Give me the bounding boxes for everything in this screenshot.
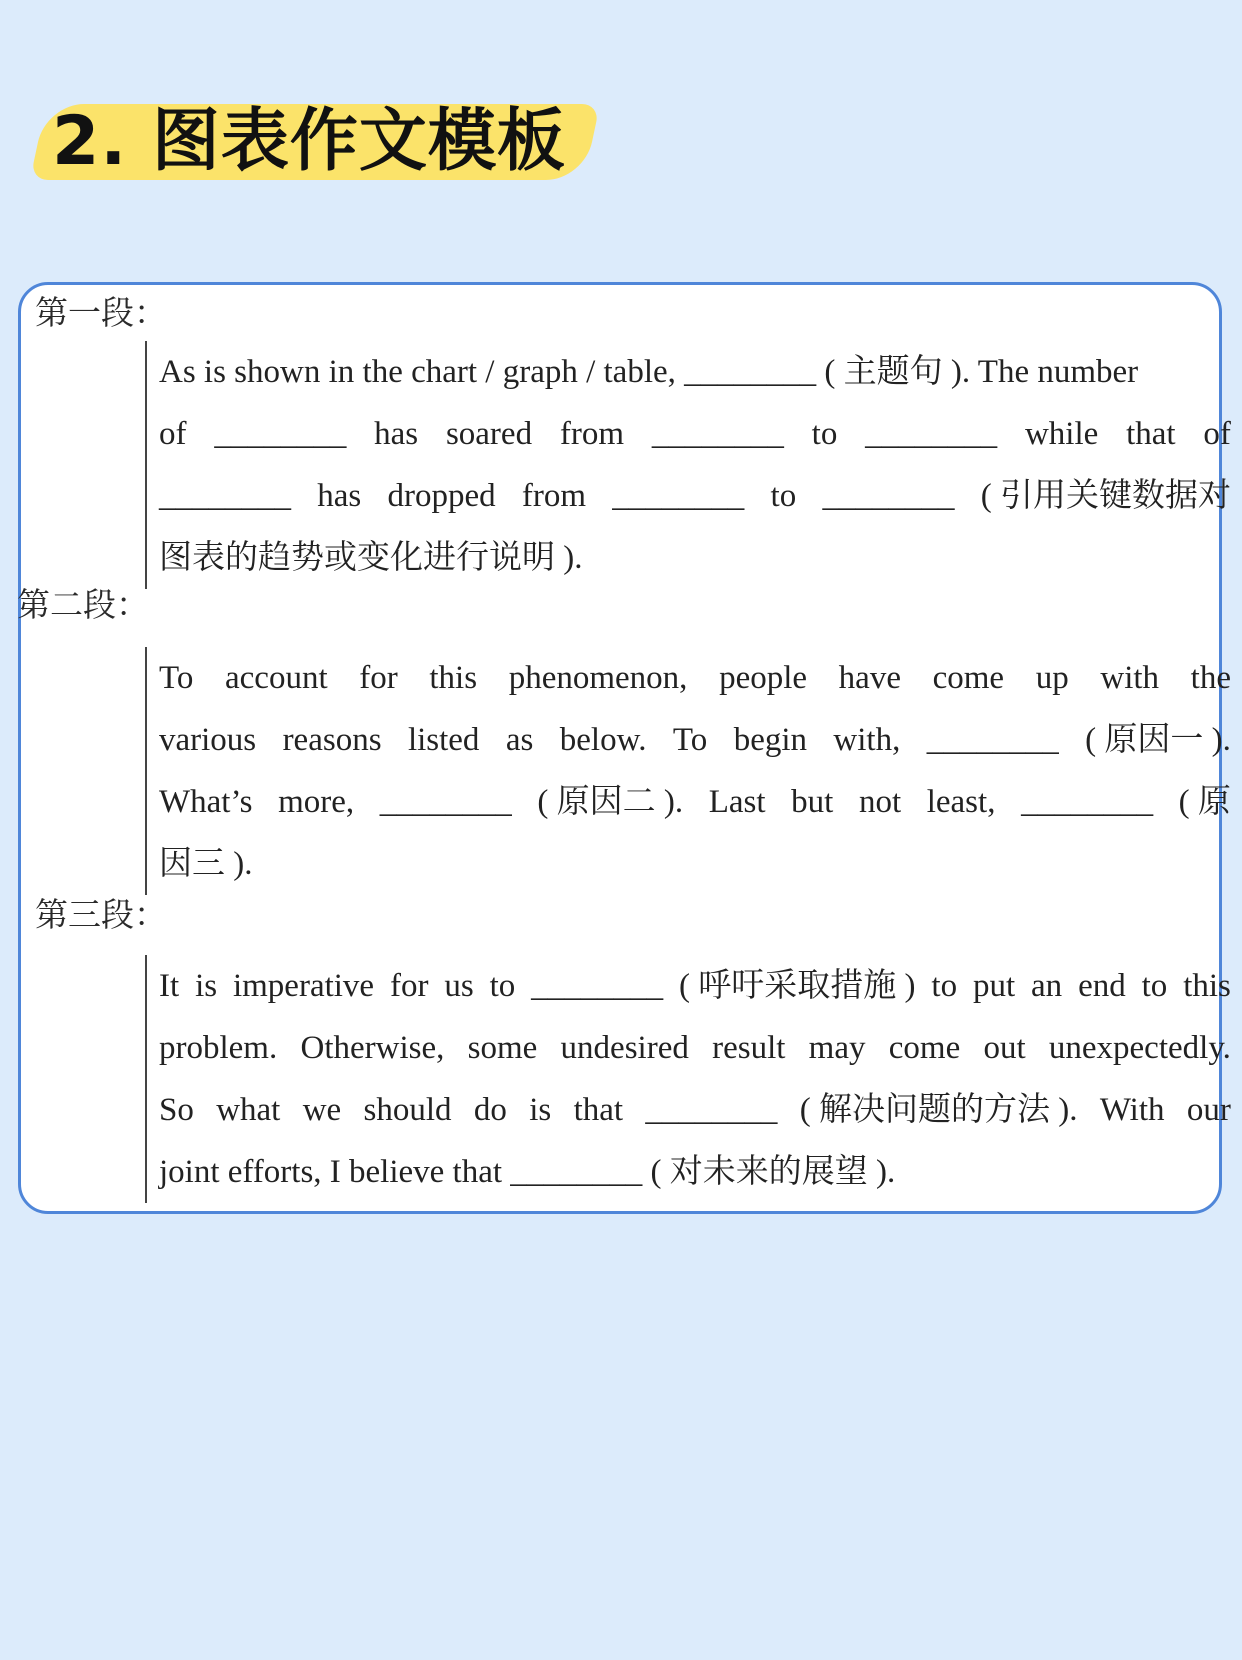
- text-line: [159, 1141, 1231, 1203]
- text-segment: ________: [214, 416, 347, 452]
- paragraph-label: 第三段：: [35, 895, 167, 934]
- text-segment: ( 解决问题的方法 ).: [799, 1092, 1078, 1128]
- text-line: [159, 527, 1231, 589]
- text-segment: ( 原因二 ).: [537, 784, 684, 820]
- text-segment: this: [429, 660, 478, 696]
- text-segment: out: [983, 1030, 1026, 1066]
- text-segment: ( 原因一 ).: [1085, 722, 1231, 758]
- page-title: 2. 图表作文模板: [52, 102, 566, 181]
- text-segment: ( 原: [1178, 784, 1231, 820]
- text-segment: what: [216, 1092, 281, 1128]
- text-segment: has: [317, 478, 362, 514]
- text-segment: to: [931, 968, 958, 1004]
- text-segment: has: [374, 416, 419, 452]
- paragraph-body: [145, 341, 1231, 589]
- text-segment: undesired: [560, 1030, 689, 1066]
- text-line: [159, 955, 1231, 1017]
- text-line: [159, 771, 1231, 833]
- text-segment: unexpectedly.: [1048, 1030, 1231, 1066]
- text-segment: to: [811, 416, 838, 452]
- text-segment: 图表的趋势或变化进行说明 ).: [159, 540, 583, 576]
- text-segment: Last: [708, 784, 766, 820]
- text-segment: ________: [822, 478, 955, 514]
- text-segment: is: [529, 1092, 552, 1128]
- text-segment: ________: [159, 478, 291, 514]
- text-line: [159, 647, 1231, 709]
- text-line: [159, 403, 1231, 465]
- text-segment: to: [489, 968, 516, 1004]
- text-segment: should: [363, 1092, 452, 1128]
- text-segment: that: [1126, 416, 1176, 452]
- text-line: [159, 1017, 1231, 1079]
- text-segment: from: [559, 416, 625, 452]
- text-segment: ________: [1021, 784, 1154, 820]
- text-segment: come: [932, 660, 1005, 696]
- text-segment: So: [159, 1092, 194, 1128]
- text-segment: reasons: [282, 722, 382, 758]
- text-segment: soared: [445, 416, 533, 452]
- heading-wrap: [30, 100, 566, 184]
- text-segment: for: [359, 660, 398, 696]
- template-card: [17, 282, 1231, 1214]
- text-segment: of: [1203, 416, 1231, 452]
- text-segment: from: [521, 478, 587, 514]
- text-segment: It: [159, 968, 180, 1004]
- text-segment: ________: [865, 416, 998, 452]
- text-line: [159, 1079, 1231, 1141]
- text-segment: With: [1099, 1092, 1165, 1128]
- text-segment: problem.: [159, 1030, 278, 1066]
- text-segment: As is shown in the chart / graph / table, ________ ( 主题句 ). The number: [159, 354, 1139, 390]
- text-segment: ________: [612, 478, 745, 514]
- text-segment: ________: [379, 784, 512, 820]
- text-segment: begin: [733, 722, 808, 758]
- text-segment: put: [972, 968, 1016, 1004]
- text-line: [159, 709, 1231, 771]
- text-segment: up: [1035, 660, 1069, 696]
- text-line: [159, 341, 1231, 403]
- text-segment: ________: [926, 722, 1059, 758]
- text-segment: ________: [651, 416, 784, 452]
- text-segment: an: [1031, 968, 1063, 1004]
- text-segment: our: [1186, 1092, 1231, 1128]
- text-segment: 因三 ).: [159, 846, 253, 882]
- text-segment: account: [225, 660, 328, 696]
- text-segment: phenomenon,: [508, 660, 688, 696]
- text-segment: may: [808, 1030, 866, 1066]
- text-segment: this: [1183, 968, 1231, 1004]
- text-segment: various: [159, 722, 257, 758]
- text-segment: we: [302, 1092, 342, 1128]
- text-segment: ________: [645, 1092, 778, 1128]
- paragraph-body: [145, 955, 1231, 1203]
- text-segment: the: [1190, 660, 1231, 696]
- text-segment: with,: [833, 722, 901, 758]
- text-segment: come: [888, 1030, 961, 1066]
- text-segment: some: [467, 1030, 538, 1066]
- paragraph-label: 第二段：: [17, 585, 149, 624]
- text-segment: Otherwise,: [300, 1030, 445, 1066]
- text-segment: while: [1024, 416, 1099, 452]
- text-segment: but: [791, 784, 834, 820]
- text-segment: end: [1078, 968, 1126, 1004]
- text-segment: to: [770, 478, 797, 514]
- text-segment: ________: [531, 968, 664, 1004]
- text-segment: To: [159, 660, 194, 696]
- text-segment: have: [838, 660, 901, 696]
- text-segment: people: [719, 660, 808, 696]
- text-line: [159, 833, 1231, 895]
- text-segment: least,: [926, 784, 996, 820]
- text-segment: of: [159, 416, 187, 452]
- text-segment: is: [195, 968, 218, 1004]
- text-segment: that: [573, 1092, 624, 1128]
- text-segment: for: [389, 968, 429, 1004]
- text-segment: not: [858, 784, 902, 820]
- text-segment: imperative: [232, 968, 375, 1004]
- text-segment: below.: [559, 722, 647, 758]
- text-segment: ( 引用关键数据对: [980, 478, 1231, 514]
- text-segment: What’s: [159, 784, 253, 820]
- text-segment: joint efforts, I believe that ________ ( 对未来的展望 ).: [159, 1154, 896, 1190]
- text-segment: To: [672, 722, 708, 758]
- text-segment: as: [505, 722, 534, 758]
- text-segment: ( 呼吁采取措施 ): [679, 968, 916, 1004]
- text-segment: with: [1100, 660, 1160, 696]
- text-line: [159, 465, 1231, 527]
- text-segment: to: [1141, 968, 1168, 1004]
- paragraph-label: 第一段：: [35, 293, 167, 332]
- text-segment: more,: [278, 784, 355, 820]
- text-segment: do: [473, 1092, 507, 1128]
- text-segment: result: [712, 1030, 786, 1066]
- text-segment: dropped: [387, 478, 496, 514]
- text-segment: us: [444, 968, 474, 1004]
- paragraph-body: [145, 647, 1231, 895]
- text-segment: listed: [407, 722, 480, 758]
